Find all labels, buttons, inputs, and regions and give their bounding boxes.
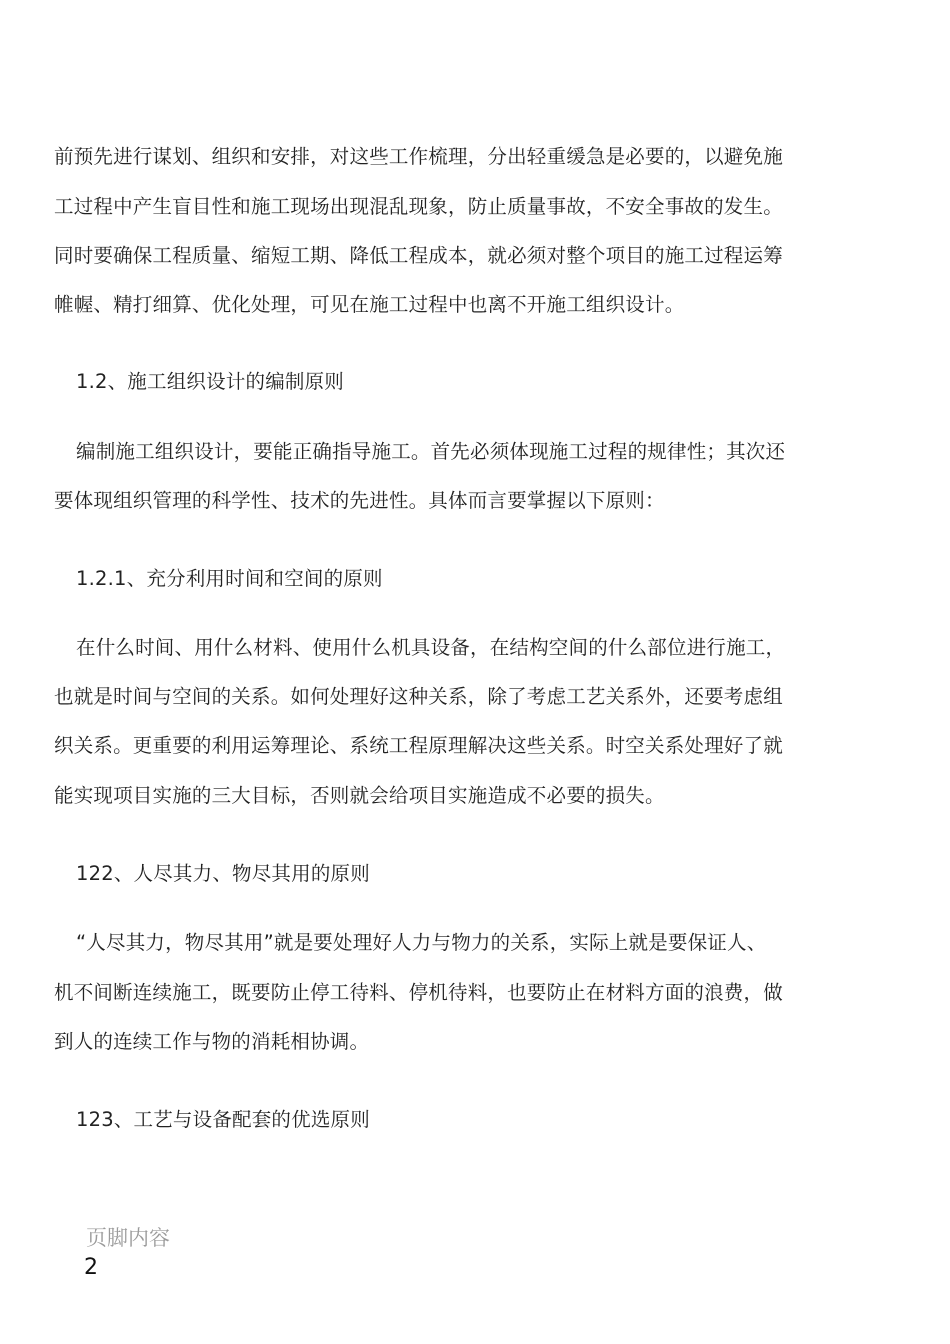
paragraph-line: 也就是时间与空间的关系。如何处理好这种关系，除了考虑工艺关系外，还要考虑组 (54, 685, 783, 708)
page-number: 2 (84, 1255, 98, 1280)
paragraph-line: 要体现组织管理的科学性、技术的先进性。具体而言要掌握以下原则： (54, 489, 665, 512)
paragraph-line: 编制施工组织设计，要能正确指导施工。首先必须体现施工过程的规律性；其次还 (76, 440, 786, 463)
paragraph-line: 工过程中产生盲目性和施工现场出现混乱现象，防止质量事故，不安全事故的发生。 (54, 195, 783, 218)
paragraph-line: 织关系。更重要的利用运筹理论、系统工程原理解决这些关系。时空关系处理好了就 (54, 734, 783, 757)
section-heading: 123、工艺与设备配套的优选原则 (76, 1108, 370, 1131)
paragraph-line: 帷幄、精打细算、优化处理，可见在施工过程中也离不开施工组织设计。 (54, 293, 685, 316)
paragraph-line: “人尽其力，物尽其用”就是要处理好人力与物力的关系，实际上就是要保证人、 (76, 931, 767, 954)
section-heading: 1.2.1、充分利用时间和空间的原则 (76, 567, 383, 590)
section-heading: 1.2、施工组织设计的编制原则 (76, 370, 345, 393)
paragraph-line: 前预先进行谋划、组织和安排，对这些工作梳理，分出轻重缓急是必要的，以避免施 (54, 145, 783, 168)
paragraph-line: 同时要确保工程质量、缩短工期、降低工程成本，就必须对整个项目的施工过程运筹 (54, 244, 783, 267)
footer-label: 页脚内容 (86, 1226, 170, 1250)
paragraph-line: 机不间断连续施工，既要防止停工待料、停机待料，也要防止在材料方面的浪费，做 (54, 981, 783, 1004)
paragraph-line: 能实现项目实施的三大目标，否则就会给项目实施造成不必要的损失。 (54, 784, 665, 807)
paragraph-line: 到人的连续工作与物的消耗相协调。 (54, 1030, 370, 1053)
section-heading: 122、人尽其力、物尽其用的原则 (76, 862, 370, 885)
paragraph-line: 在什么时间、用什么材料、使用什么机具设备，在结构空间的什么部位进行施工， (76, 636, 786, 659)
